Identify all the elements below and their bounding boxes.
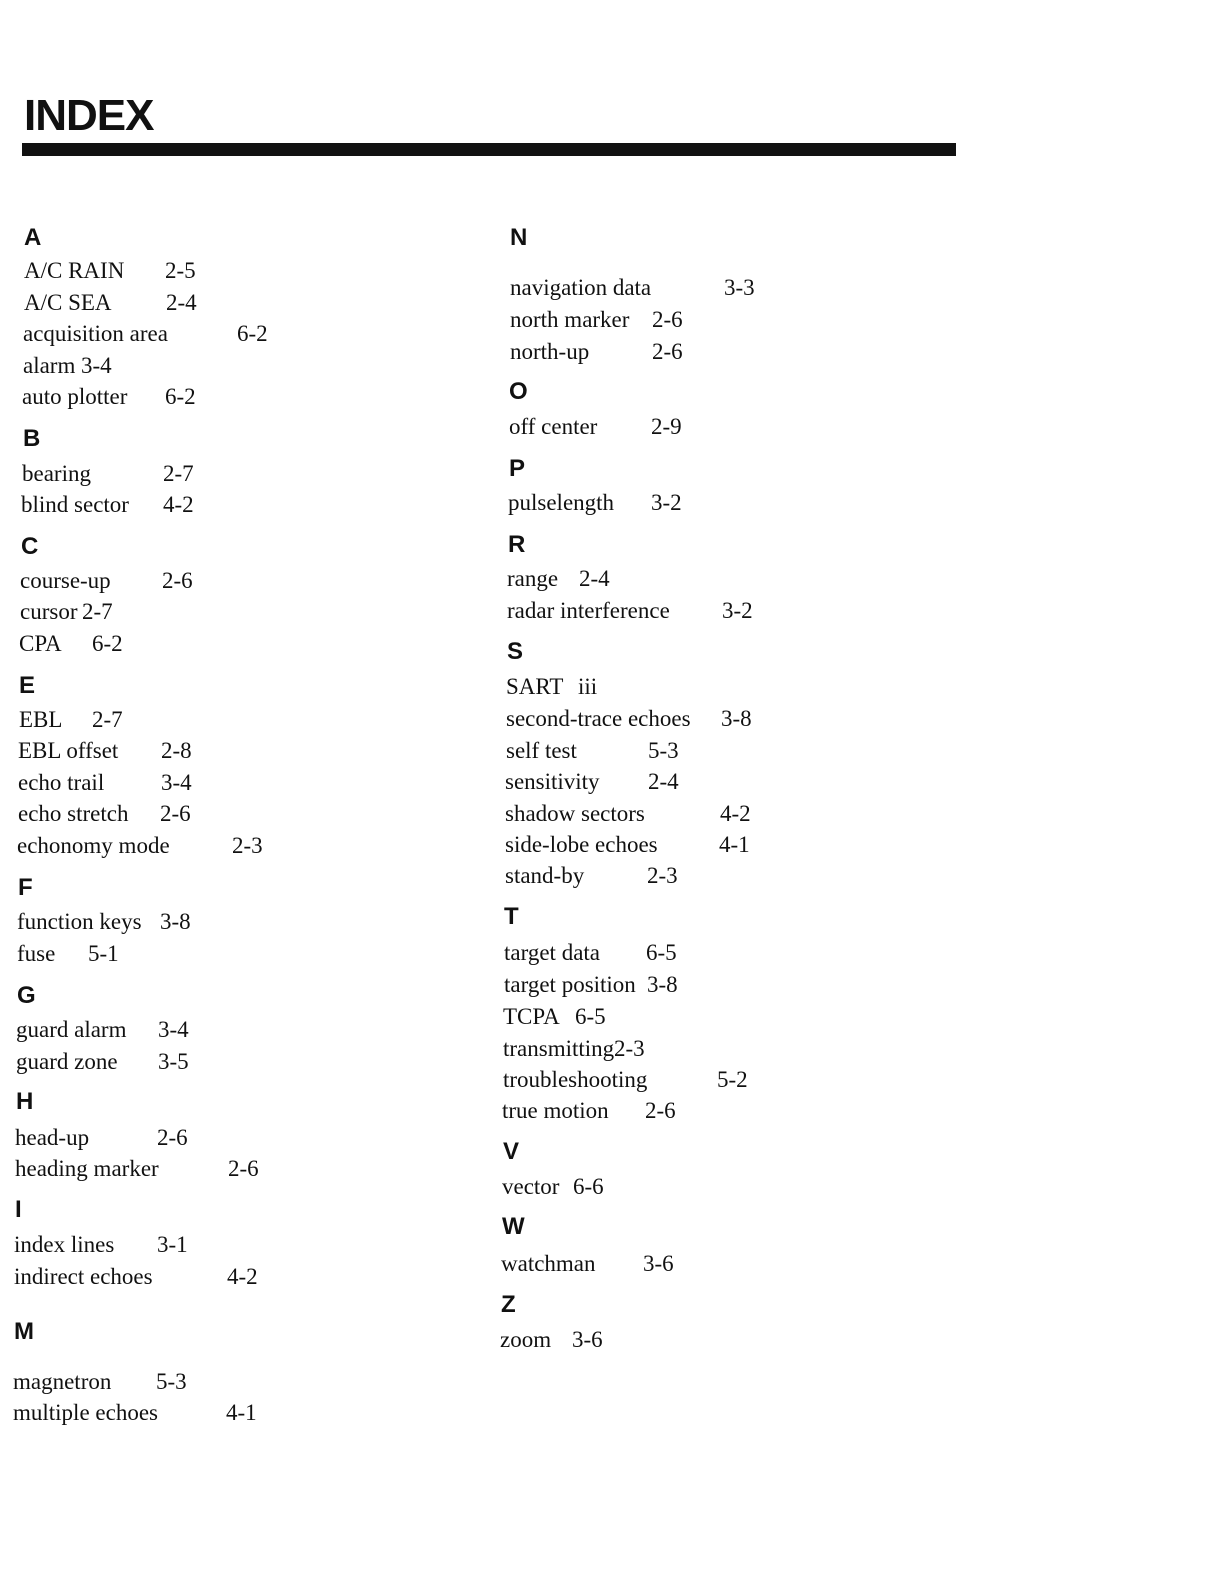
index-page-ref: 3-3: [724, 275, 755, 300]
index-term: range: [507, 566, 559, 591]
section-letter-t: T: [504, 903, 519, 930]
index-page-ref: 2-6: [162, 568, 193, 593]
index-page-ref: 2-6: [645, 1098, 676, 1123]
index-term: EBL offset: [18, 738, 119, 763]
index-page-ref: 2-9: [651, 414, 682, 439]
index-term: self test: [506, 738, 577, 763]
index-page-ref: 3-6: [643, 1251, 674, 1276]
index-term: course-up: [20, 568, 111, 593]
section-letter-i: I: [15, 1196, 22, 1223]
index-page-ref: 6-5: [646, 940, 677, 965]
index-term: second-trace echoes: [506, 706, 691, 731]
index-page-ref: 2-4: [579, 566, 610, 591]
index-page-ref: 2-4: [166, 290, 197, 315]
index-term: multiple echoes: [13, 1400, 158, 1425]
index-term: bearing: [22, 461, 91, 486]
index-term: guard zone: [16, 1049, 118, 1074]
section-letter-w: W: [502, 1213, 525, 1240]
index-page-ref: 6-2: [237, 321, 268, 346]
section-letter-n: N: [510, 224, 528, 251]
index-page-ref: 6-5: [575, 1004, 606, 1029]
index-term: A/C SEA: [24, 290, 112, 315]
index-page-ref: 3-4: [158, 1017, 189, 1042]
index-term: transmitting: [503, 1036, 615, 1061]
section-letter-b: B: [23, 425, 41, 452]
section-letter-r: R: [508, 531, 526, 558]
index-term: echonomy mode: [17, 833, 170, 858]
index-page-ref: 3-2: [722, 598, 753, 623]
index-term: stand-by: [505, 863, 585, 888]
section-letter-p: P: [509, 455, 526, 482]
index-page-ref: 2-6: [160, 801, 191, 826]
index-term: head-up: [15, 1125, 90, 1150]
index-term: alarm: [23, 353, 76, 378]
section-letter-o: O: [509, 378, 528, 405]
index-term: watchman: [501, 1251, 596, 1276]
index-page-ref: 6-2: [92, 631, 123, 656]
index-page-ref: 4-2: [227, 1264, 258, 1289]
index-page-ref: 2-4: [648, 769, 679, 794]
section-letter-s: S: [507, 638, 524, 665]
index-term: echo trail: [18, 770, 105, 795]
index-term: off center: [509, 414, 598, 439]
index-page-ref: 3-6: [572, 1327, 603, 1352]
section-letter-e: E: [19, 672, 36, 699]
index-page-ref: 3-8: [721, 706, 752, 731]
index-term: true motion: [502, 1098, 609, 1123]
index-term: vector: [502, 1174, 560, 1199]
section-letter-z: Z: [501, 1291, 516, 1318]
index-page-ref: 5-3: [156, 1369, 187, 1394]
index-page-ref: 2-7: [82, 599, 113, 624]
index-term: cursor: [20, 599, 78, 624]
index-page-ref: iii: [578, 674, 598, 699]
title-rule: [22, 143, 956, 156]
index-term: troubleshooting: [503, 1067, 648, 1092]
index-page-ref: 4-2: [163, 492, 194, 517]
index-term: echo stretch: [18, 801, 129, 826]
index-term: TCPA: [503, 1004, 560, 1029]
section-letter-h: H: [16, 1088, 34, 1115]
index-page-ref: 2-6: [228, 1156, 259, 1181]
index-term: index lines: [14, 1232, 115, 1257]
index-page-ref: 2-6: [652, 307, 683, 332]
index-page-ref: 2-8: [161, 738, 192, 763]
index-page-ref: 4-1: [719, 832, 750, 857]
index-term: auto plotter: [22, 384, 128, 409]
section-letter-c: C: [21, 533, 39, 560]
index-page-ref: 4-2: [720, 801, 751, 826]
index-term: magnetron: [13, 1369, 112, 1394]
index-page-ref: 5-2: [717, 1067, 748, 1092]
index-term: pulselength: [508, 490, 615, 515]
index-page-ref: 6-2: [165, 384, 196, 409]
index-page-ref: 5-1: [88, 941, 119, 966]
index-term: zoom: [500, 1327, 552, 1352]
index-term: guard alarm: [16, 1017, 127, 1042]
index-term: side-lobe echoes: [505, 832, 658, 857]
section-letter-m: M: [14, 1318, 34, 1345]
index-term: north-up: [510, 339, 590, 364]
index-page-ref: 3-2: [651, 490, 682, 515]
index-term: north marker: [510, 307, 630, 332]
index-term: CPA: [19, 631, 62, 656]
index-term: fuse: [17, 941, 56, 966]
index-page-ref: 2-3: [647, 863, 678, 888]
section-letter-v: V: [503, 1138, 520, 1165]
index-page-ref: 3-8: [160, 909, 191, 934]
index-page-ref: 6-6: [573, 1174, 604, 1199]
index-page-ref: 2-7: [92, 707, 123, 732]
index-page-ref: 3-8: [647, 972, 678, 997]
index-term: sensitivity: [505, 769, 600, 794]
index-term: blind sector: [21, 492, 129, 517]
section-letter-f: F: [18, 874, 33, 901]
index-term: heading marker: [15, 1156, 159, 1181]
index-page-ref: 2-6: [157, 1125, 188, 1150]
index-page-ref: 5-3: [648, 738, 679, 763]
index-page-ref: 2-7: [163, 461, 194, 486]
index-term: SART: [506, 674, 564, 699]
index-page-ref: 4-1: [226, 1400, 257, 1425]
index-term: A/C RAIN: [24, 258, 125, 283]
page-title: INDEX: [24, 91, 154, 140]
index-page-ref: 3-1: [157, 1232, 188, 1257]
index-term: EBL: [19, 707, 63, 732]
index-term: function keys: [17, 909, 142, 934]
section-letter-a: A: [24, 224, 42, 251]
index-page-ref: 3-4: [161, 770, 192, 795]
index-page-ref: 2-3: [614, 1036, 645, 1061]
index-term: target position: [504, 972, 636, 997]
index-term: navigation data: [510, 275, 652, 300]
index-page-ref: 2-5: [165, 258, 196, 283]
index-term: indirect echoes: [14, 1264, 153, 1289]
index-page-ref: 3-4: [81, 353, 112, 378]
section-letter-g: G: [17, 982, 36, 1009]
index-page-ref: 2-3: [232, 833, 263, 858]
index-page-ref: 2-6: [652, 339, 683, 364]
index-term: acquisition area: [23, 321, 168, 346]
index-term: shadow sectors: [505, 801, 645, 826]
index-term: target data: [504, 940, 600, 965]
index-page-ref: 3-5: [158, 1049, 189, 1074]
index-term: radar interference: [507, 598, 670, 623]
